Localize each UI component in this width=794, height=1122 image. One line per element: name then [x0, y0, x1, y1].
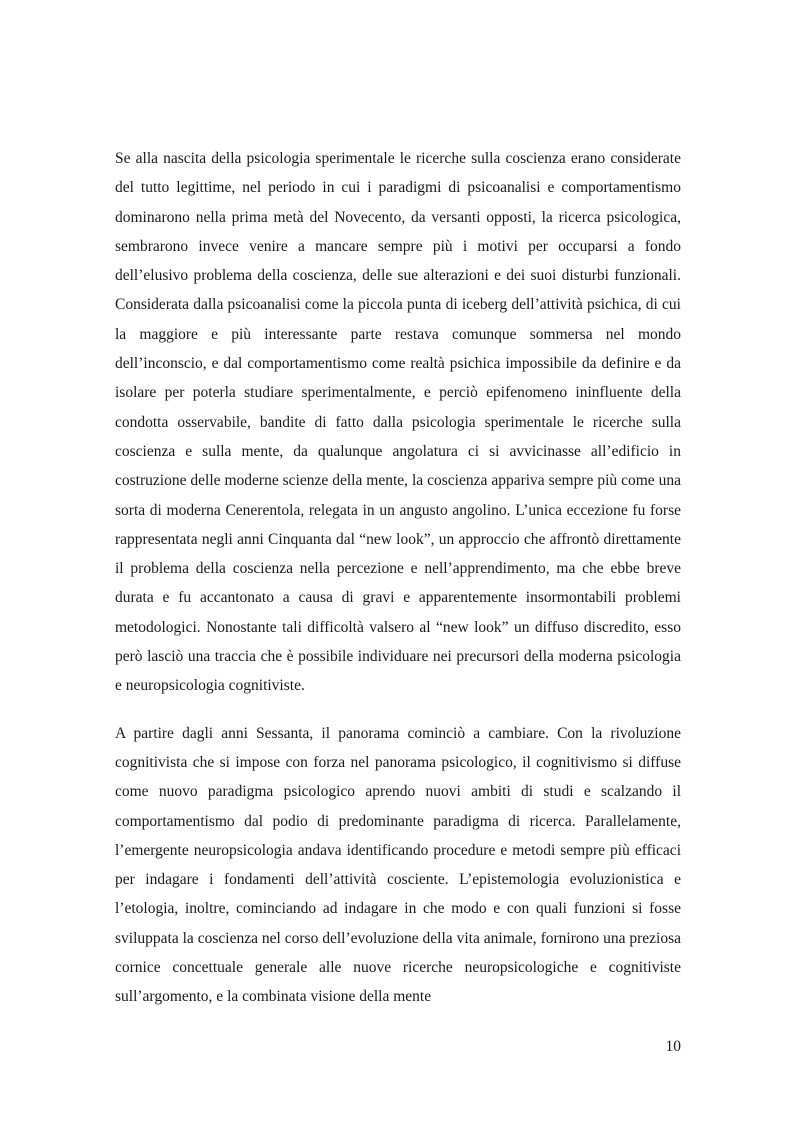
paragraph-2: A partire dagli anni Sessanta, il panorama cominciò a cambiare. Con la rivoluzione cognitivista che si impose con forza nel panorama psicologico, il cognitivismo si diffuse come nuovo paradigma psicologico aprendo nuovi ambiti di studi e scalzando il comportamentismo dal podio di predominante paradigma di ricerca. Parallelamente, l’emergente neuropsicologia andava identificando procedure e metodi sempre più efficaci per indagare i fondamenti dell’attività cosciente. L’epistemologia evoluzionistica e l’etologia, inoltre, cominciando ad indagare in che modo e con quali funzioni si fosse sviluppata la coscienza nel corso dell’evoluzione della vita animale, fornirono una preziosa cornice concettuale generale alle nuove ricerche neuropsicologiche e cognitiviste sull’argomento, e la combinata visione della mente: [115, 724, 681, 1006]
paragraph-1: Se alla nascita della psicologia sperimentale le ricerche sulla coscienza erano considerate del tutto legittime, nel periodo in cui i paradigmi di psicoanalisi e comportamentismo dominarono nella prima metà del Novecento, da versanti opposti, la ricerca psicologica, sembrarono invece venire a mancare sempre più i motivi per occuparsi a fondo dell’elusivo problema della coscienza, delle sue alterazioni e dei suoi disturbi funzionali. Considerata dalla psicoanalisi come la piccola punta di iceberg dell’attività psichica, di cui la maggiore e più interessante parte restava comunque sommersa nel mondo dell’inconscio, e dal comportamentismo come realtà psichica impossibile da definire e da isolare per poterla studiare sperimentalmente, e perciò epifenomeno ininfluente della condotta osservabile, bandite di fatto dalla psicologia sperimentale le ricerche sulla coscienza e sulla mente, da qualunque angolatura ci si avvicinasse all’edificio in costruzione delle moderne scienze della mente, la coscienza appariva sempre più come una sorta di moderna Cenerentola, relegata in un angusto angolino. L’unica eccezione fu forse rappresentata negli anni Cinquanta dal “new look”, un approccio che affrontò direttamente il problema della coscienza nella percezione e nell’apprendimento, ma che ebbe breve durata e fu accantonato a causa di gravi e apparentemente insormontabili problemi metodologici. Nonostante tali difficoltà valsero al “new look” un diffuso discredito, esso però lasciò una traccia che è possibile individuare nei precursori della moderna psicologia e neuropsicologia cognitiviste.: [115, 150, 681, 695]
page-number: 10: [665, 1038, 681, 1055]
page-body: [115, 144, 681, 1012]
